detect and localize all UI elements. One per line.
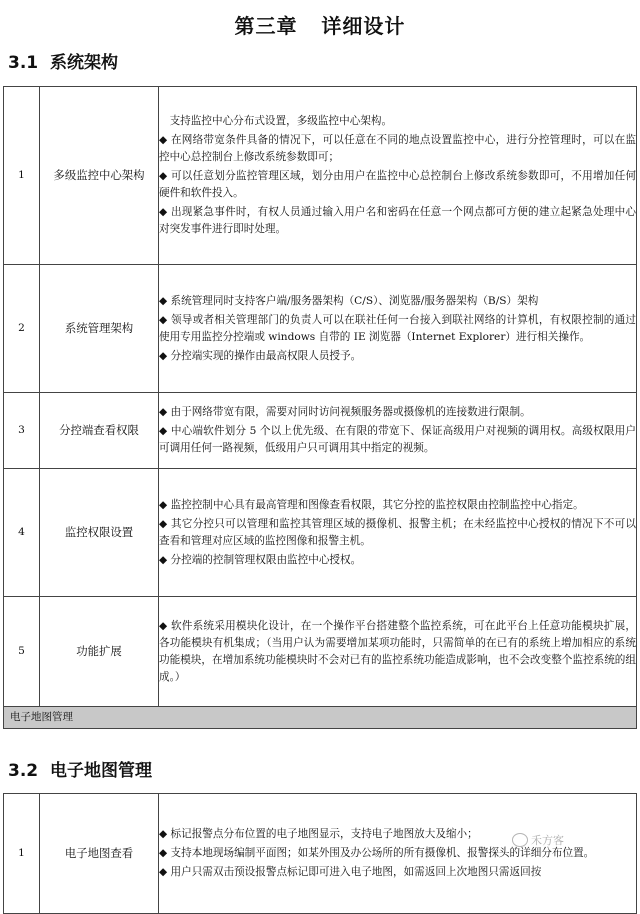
row-number: 2 [4,265,40,393]
description-line: ◆ 标记报警点分布位置的电子地图显示，支持电子地图放大及缩小； [159,828,478,840]
category-row [4,707,637,729]
table-row [4,87,637,265]
table-row [4,597,637,707]
table-row [4,265,637,393]
category-row-label: 电子地图管理 [4,707,637,729]
table-row [4,469,637,597]
table-row [4,393,637,469]
description-line: ◆ 分控端的控制管理权限由监控中心授权。 [159,553,362,566]
description-line: ◆ 可以任意划分监控管理区域，划分由用户在监控中心总控制台上修改系统参数即可，不用增加任何硬件和软件投入。 [159,170,636,199]
description-line: ◆ 在网络带宽条件具备的情况下，可以任意在不同的地点设置监控中心，进行分控管理时，可以在监控中心总控制台上修改系统参数即可； [159,134,636,163]
row-title: 多级监控中心架构 [40,87,159,265]
watermark-text: 禾方客 [531,834,564,847]
row-title: 监控权限设置 [40,469,159,597]
row-description [159,265,637,393]
system-architecture-table [3,86,637,729]
row-number: 4 [4,469,40,597]
row-description [159,469,637,597]
electronic-map-table [3,793,637,914]
section-heading-electronic-map: 3.2 电子地图管理 [8,761,152,781]
row-description [159,597,637,707]
description-line: ◆ 领导或者相关管理部门的负责人可以在联社任何一台接入到联社网络的计算机，有权限控制的通过使用专用监控分控端或 windows 自带的 IE 浏览器（Internet Explorer）进行相关操作。 [159,313,636,343]
wechat-logo-icon [512,833,528,847]
description-line: ◆ 软件系统采用模块化设计，在一个操作平台搭建整个监控系统，可在此平台上任意功能模块扩展，各功能模块有机集成；（当用户认为需要增加某项功能时，只需简单的在已有的系统上增加相应的系统功能模块，在增加系统功能模块时不会对已有的监控系统功能造成影响，也不会改变整个监控系统的组成。） [159,619,636,683]
row-title: 功能扩展 [40,597,159,707]
description-line: ◆ 出现紧急事件时，有权人员通过输入用户名和密码在任意一个网点都可方便的建立起紧急处理中心对突发事件进行即时处理。 [159,206,636,235]
row-title: 系统管理架构 [40,265,159,393]
row-description [159,87,637,265]
description-line: ◆ 系统管理同时支持客户端/服务器架构（C/S）、浏览器/服务器架构（B/S）架构 [159,294,539,307]
section-heading-system-architecture: 3.1 系统架构 [8,53,118,73]
table-row [4,794,637,914]
row-description [159,794,637,914]
row-number: 1 [4,87,40,265]
description-line: ◆ 中心端软件划分 5 个以上优先级、在有限的带宽下、保证高级用户对视频的调用权。高级权限用户可调用任何一路视频，低级用户只可调用其中指定的视频。 [159,425,636,454]
watermark [512,832,564,848]
chapter-title: 第三章 详细设计 [234,14,406,38]
row-number: 1 [4,794,40,914]
row-number: 5 [4,597,40,707]
description-line: 支持监控中心分布式设置，多级监控中心架构。 [159,115,393,127]
row-title: 电子地图查看 [40,794,159,914]
row-description [159,393,637,469]
description-line: ◆ 由于网络带宽有限，需要对同时访问视频服务器或摄像机的连接数进行限制。 [159,406,531,418]
row-title: 分控端查看权限 [40,393,159,469]
description-line: ◆ 监控控制中心具有最高管理和图像查看权限，其它分控的监控权限由控制监控中心指定。 [159,498,584,511]
description-line: ◆ 用户只需双击预设报警点标记即可进入电子地图，如需返回上次地图只需返回按 [159,866,542,878]
row-number: 3 [4,393,40,469]
description-line: ◆ 其它分控只可以管理和监控其管理区域的摄像机、报警主机；在未经监控中心授权的情况下不可以查看和管理对应区域的监控图像和报警主机。 [159,517,636,547]
description-line: ◆ 分控端实现的操作由最高权限人员授予。 [159,349,362,362]
description-line: ◆ 支持本地现场编制平面图；如某外围及办公场所的所有摄像机、报警探头的详细分布位置。 [159,847,595,859]
